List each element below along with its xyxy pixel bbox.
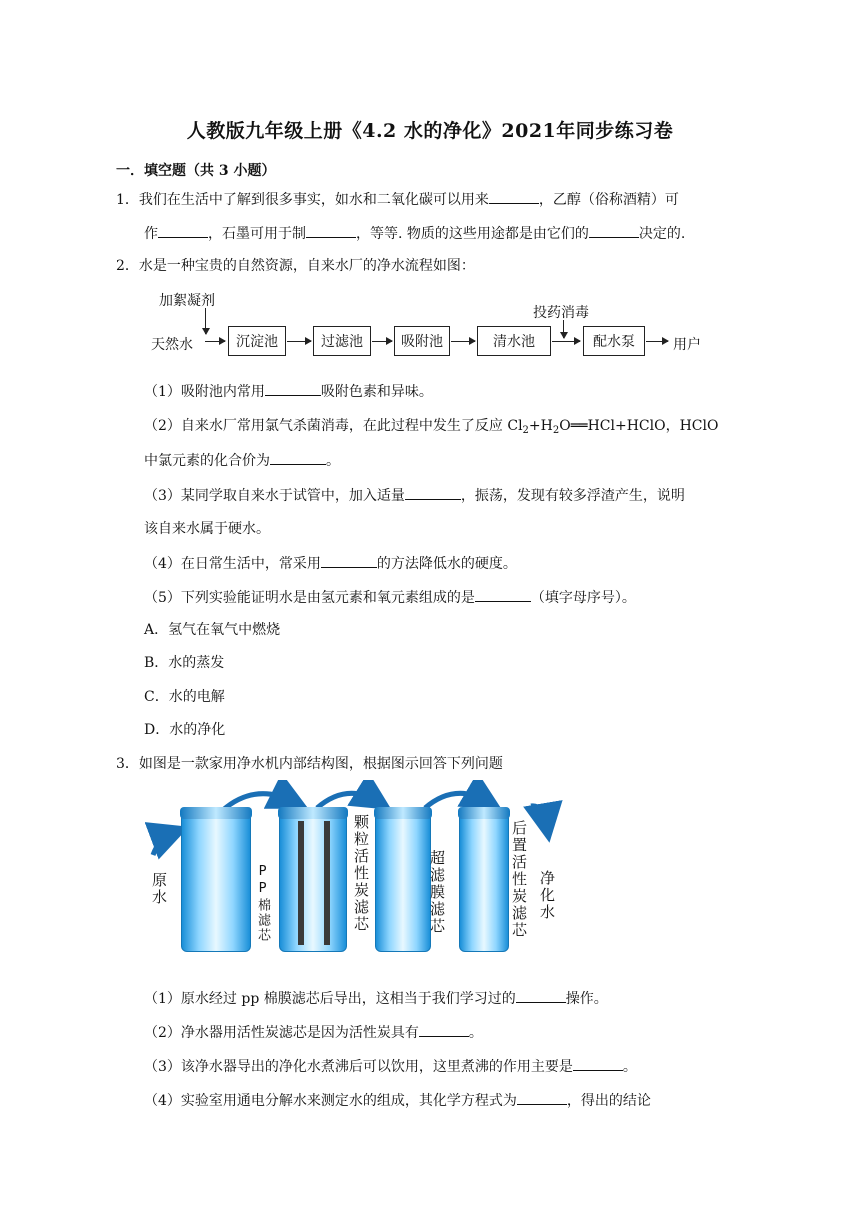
pp-filter-cylinder (181, 810, 251, 952)
right-arrow-icon (552, 341, 580, 342)
q1-text: 1．我们在生活中了解到很多事实，如水和二氧化碳可以用来 (116, 192, 489, 208)
uf-membrane-label: 超滤膜滤芯 (428, 850, 446, 935)
answer-blank[interactable] (265, 381, 321, 396)
q3-text: （1）原水经过 pp 棉膜滤芯后导出，这相当于我们学习过的 (144, 991, 516, 1007)
uf-membrane-filter-cylinder (375, 810, 431, 952)
water-purifier-figure (145, 780, 565, 960)
q1-text: 决定的. (638, 226, 686, 242)
subscript: 2 (552, 425, 560, 436)
q2-text: 的方法降低水的硬度。 (376, 556, 517, 572)
flow-step-filtration: 过滤池 (313, 326, 371, 356)
option-c[interactable]: C．水的电解 (144, 689, 225, 705)
subscript: 2 (522, 425, 529, 436)
right-arrow-icon (372, 341, 392, 342)
q3-text: （2）净水器用活性炭滤芯是因为活性炭具有 (144, 1025, 419, 1041)
q2-text: （2）自来水厂常用氯气杀菌消毒，在此过程中发生了反应 Cl (144, 418, 523, 434)
flow-step-sedimentation: 沉淀池 (228, 326, 286, 356)
q2-text: 吸附色素和异味。 (320, 384, 433, 400)
water-treatment-flow-diagram (145, 288, 735, 368)
right-arrow-icon (646, 341, 668, 342)
granular-carbon-filter-cylinder (279, 810, 347, 952)
q2-stem: 2．水是一种宝贵的自然资源，自来水厂的净水流程如图： (116, 258, 475, 274)
q1-line-1 (116, 189, 679, 210)
page-title: 人教版九年级上册《4.2 水的净化》2021年同步练习卷 (186, 120, 674, 142)
q1-text: 作 (144, 226, 158, 242)
q2-text: 。 (326, 453, 340, 469)
right-arrow-icon (205, 341, 225, 342)
disinfect-label: 投药消毒 (533, 305, 589, 321)
q2-text: +H (528, 418, 553, 434)
flow-step-adsorption: 吸附池 (394, 326, 450, 356)
source-label: 天然水 (151, 337, 193, 353)
option-b[interactable]: B．水的蒸发 (144, 655, 225, 671)
q2-text: （1）吸附池内常用 (144, 384, 265, 400)
answer-blank[interactable] (405, 485, 461, 500)
q2-part-5 (144, 587, 636, 608)
q1-text: ，等等. 物质的这些用途都是由它们的 (356, 226, 589, 242)
q3-part-3 (144, 1056, 637, 1077)
answer-blank[interactable] (419, 1022, 469, 1037)
answer-blank[interactable] (517, 1090, 567, 1105)
q2-text: （5）下列实验能证明水是由氢元素和氧元素组成的是 (144, 590, 475, 606)
q3-text: ，得出的结论 (566, 1093, 651, 1109)
q2-part-1 (144, 381, 433, 402)
coagulant-label: 加絮凝剂 (159, 293, 215, 309)
q2-part-3-line-1 (144, 485, 685, 506)
answer-blank[interactable] (516, 988, 566, 1003)
q2-text: 中氯元素的化合价为 (144, 453, 270, 469)
pp-filter-label: PP棉滤芯 (255, 864, 270, 943)
answer-blank[interactable] (158, 223, 208, 238)
answer-blank[interactable] (573, 1056, 623, 1071)
raw-water-label: 原水 (150, 872, 168, 906)
q2-part-3-line-2: 该自来水属于硬水。 (144, 521, 270, 537)
q2-text: （填字母序号）。 (530, 590, 636, 606)
q2-part-2-line-1 (144, 416, 718, 441)
q2-part-4 (144, 553, 517, 574)
flow-step-clear-water: 清水池 (477, 326, 551, 356)
right-arrow-icon (451, 341, 475, 342)
post-carbon-label: 后置活性炭滤芯 (510, 820, 528, 939)
clean-water-label: 净化水 (538, 870, 556, 921)
answer-blank[interactable] (306, 223, 356, 238)
down-arrow-icon (563, 320, 564, 338)
option-a[interactable]: A．氢气在氧气中燃烧 (144, 622, 281, 638)
q3-text: （3）该净水器导出的净化水煮沸后可以饮用，这里煮沸的作用主要是 (144, 1059, 573, 1075)
answer-blank[interactable] (475, 587, 531, 602)
answer-blank[interactable] (321, 553, 377, 568)
q3-part-1 (144, 988, 608, 1009)
q3-text: 。 (622, 1059, 637, 1075)
option-d[interactable]: D．水的净化 (144, 722, 226, 738)
q3-text: 操作。 (565, 991, 608, 1007)
post-carbon-filter-cylinder (459, 810, 509, 952)
answer-blank[interactable] (489, 189, 539, 204)
q1-text: ，乙醇（俗称酒精）可 (538, 192, 679, 208)
answer-blank[interactable] (589, 223, 639, 238)
right-arrow-icon (287, 341, 311, 342)
q2-text: O══HCl+HClO，HClO (559, 418, 719, 434)
q3-part-2 (144, 1022, 483, 1043)
q2-text: （3）某同学取自来水于试管中，加入适量 (144, 488, 405, 504)
flow-step-pump: 配水泵 (583, 326, 645, 356)
end-label: 用户 (673, 337, 701, 353)
section-heading: 一．填空题（共 3 小题） (116, 163, 276, 179)
q1-text: ，石墨可用于制 (208, 226, 306, 242)
q3-stem: 3．如图是一款家用净水机内部结构图，根据图示回答下列问题 (116, 756, 503, 772)
q3-text: 。 (468, 1025, 483, 1041)
answer-blank[interactable] (270, 450, 326, 465)
q2-text: （4）在日常生活中，常采用 (144, 556, 321, 572)
q2-part-2-line-2 (144, 450, 340, 471)
q3-text: （4）实验室用通电分解水来测定水的组成，其化学方程式为 (144, 1093, 517, 1109)
granular-carbon-label: 颗粒活性炭滤芯 (352, 814, 370, 933)
q2-text: ，振荡，发现有较多浮渣产生，说明 (460, 488, 685, 504)
down-arrow-icon (205, 308, 206, 334)
q1-line-2 (144, 223, 685, 244)
q3-part-4 (144, 1090, 651, 1111)
